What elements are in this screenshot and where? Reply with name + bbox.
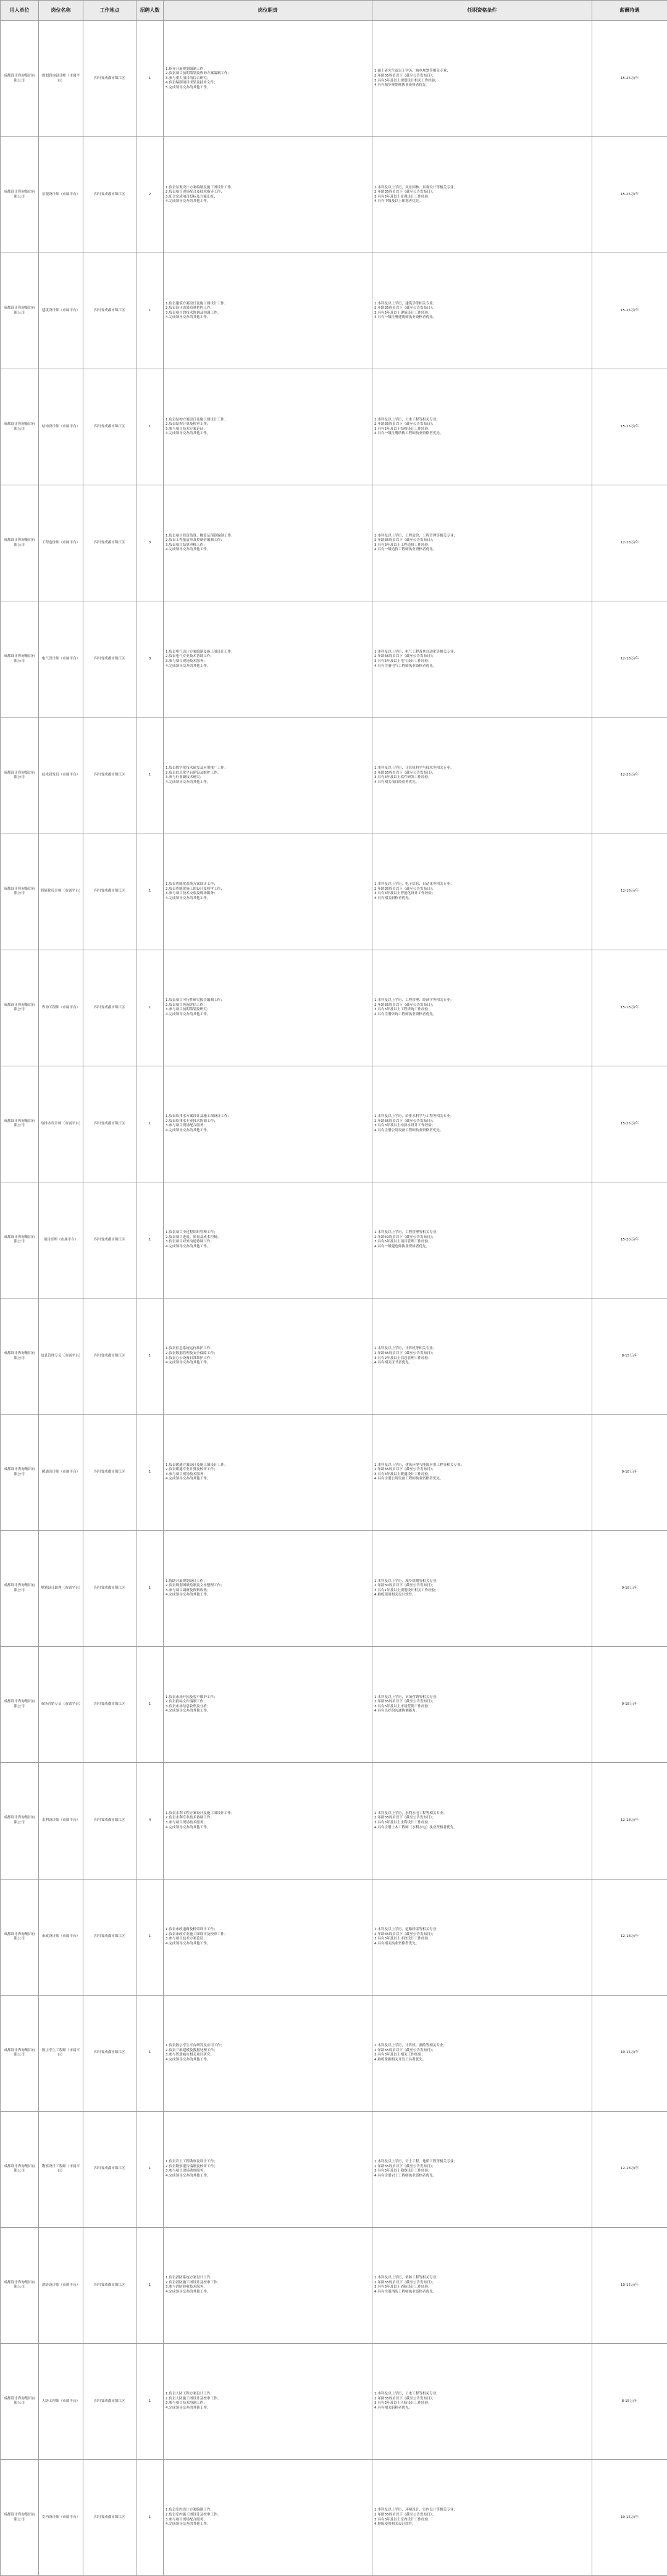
cell-unit: 成都设计咨询集团有限公司 xyxy=(1,2343,39,2459)
cell-place: 四川省成都市锦江区 xyxy=(83,21,136,137)
cell-place: 四川省成都市锦江区 xyxy=(83,369,136,485)
cell-unit: 成都设计咨询集团有限公司 xyxy=(1,601,39,717)
cell-req: 1.本科及以上学历，道路桥梁等相关专业； 2.年龄35周岁以下（截至公告发布日）； 3.具有3年及以上市政设计工作经验； 4.具有相关执业资格者优先。 xyxy=(372,1879,592,1995)
cell-title: 水利设计师（市属平台） xyxy=(39,1763,83,1879)
cell-req: 1.本科及以上学历，土木工程等相关专业； 2.年龄35周岁以下（截至公告发布日）； 3.具有3年及以上人防设计工作经验； 4.具有相关职称者优先。 xyxy=(372,2343,592,2459)
cell-count: 3 xyxy=(136,601,164,717)
cell-pay: 15-25万/年 xyxy=(592,1066,667,1182)
cell-count: 1 xyxy=(136,2343,164,2459)
cell-place: 四川省成都市锦江区 xyxy=(83,1182,136,1298)
cell-duty: 1.负责市场开拓及客户维护工作； 2.负责投标文件编制工作； 3.负责市场信息收集及分析； 4.完成领导交办的其他工作。 xyxy=(164,1647,372,1763)
cell-req: 1.本科及以上学历，建筑环境与能源应用工程等相关专业； 2.年龄35周岁以下（截至公告发布日）； 3.具有3年及以上暖通设计工作经验； 4.具有注册公用设备工程师执业资格者优先。 xyxy=(372,1415,592,1531)
table-row xyxy=(1,1995,667,2111)
cell-req: 1.本科及以上学历，土木工程等相关专业； 2.年龄35周岁以下（截至公告发布日）； 3.具有5年及以上结构设计工作经验； 4.具有一级注册结构工程师执业资格者优先。 xyxy=(372,369,592,485)
header-duty: 岗位职责 xyxy=(164,1,372,21)
cell-pay: 12-18万/年 xyxy=(592,485,667,601)
cell-unit: 成都设计咨询集团有限公司 xyxy=(1,1995,39,2111)
table-row xyxy=(1,1415,667,1531)
cell-unit: 成都设计咨询集团有限公司 xyxy=(1,717,39,834)
cell-pay: 15-18万/年 xyxy=(592,950,667,1066)
cell-duty: 1.负责项目全过程组织管理工作； 2.负责项目进度、质量及成本控制； 3.负责项目对外沟通协调工作； 4.完成领导交办的其他工作。 xyxy=(164,1182,372,1298)
cell-count: 1 xyxy=(136,1066,164,1182)
cell-req: 1.本科及以上学历，计算机科学与技术等相关专业； 2.年龄35周岁以下（截至公告发布日）； 3.具有3年及以上软件研发工作经验； 4.具有相关项目经验者优先。 xyxy=(372,717,592,834)
cell-duty: 1.负责市政道路及桥梁设计工作； 2.负责市政专业施工图设计及校审工作； 3.参与项目技术方案论证； 4.完成领导交办的其他工作。 xyxy=(164,1879,372,1995)
header-place: 工作地点 xyxy=(83,1,136,21)
cell-req: 1.本科及以上学历，计算机、测绘等相关专业； 2.年龄35周岁以下（截至公告发布日）； 3.具有3年及以上相关工作经验； 4.熟练掌握相关开发工具者优先。 xyxy=(372,1995,592,2111)
cell-req: 1.本科及以上学历，给排水科学与工程等相关专业； 2.年龄35周岁以下（截至公告发布日）； 3.具有3年及以上给排水设计工作经验； 4.具有注册公用设备工程师执业资格者优先。 xyxy=(372,1066,592,1182)
cell-duty: 1.负责信息系统运行维护工作； 2.负责数据管理及安全保障工作； 3.负责办公设备日常维护工作； 4.完成领导交办的其他工作。 xyxy=(164,1298,372,1415)
cell-title: 智能化设计师（市属平台） xyxy=(39,834,83,950)
cell-pay: 8-15万/年 xyxy=(592,1298,667,1415)
cell-req: 1.本科及以上学历，电气工程及其自动化等相关专业； 2.年龄35周岁以下（截至公告发布日）； 3.具有3年及以上电气设计工作经验； 4.具有注册电气工程师执业资格者优先。 xyxy=(372,601,592,717)
cell-req: 1.本科及以上学历，工程管理等相关专业； 2.年龄40周岁以下（截至公告发布日）； 3.具有5年及以上项目管理工作经验； 4.具有一级建造师执业资格者优先。 xyxy=(372,1182,592,1298)
cell-req: 1.本科及以上学历，消防工程等相关专业； 2.年龄35周岁以下（截至公告发布日）； 3.具有3年及以上消防设计工作经验； 4.具有注册消防工程师执业资格者优先。 xyxy=(372,2227,592,2343)
cell-place: 四川省成都市锦江区 xyxy=(83,485,136,601)
cell-unit: 成都设计咨询集团有限公司 xyxy=(1,1066,39,1182)
cell-duty: 1.负责暖通方案设计及施工图设计工作； 2.负责暖通专业计算及校审工作； 3.参与项目现场技术服务； 4.完成领导交办的其他工作。 xyxy=(164,1415,372,1531)
cell-place: 四川省成都市锦江区 xyxy=(83,1763,136,1879)
cell-pay: 12-18万/年 xyxy=(592,834,667,950)
cell-place: 四川省成都市锦江区 xyxy=(83,2227,136,2343)
cell-req: 1.本科及以上学历，计算机等相关专业； 2.年龄35周岁以下（截至公告发布日）； 3.具有2年及以上信息管理工作经验； 4.具有相关证书者优先。 xyxy=(372,1298,592,1415)
cell-place: 四川省成都市锦江区 xyxy=(83,717,136,834)
cell-duty: 1.协助开展规划设计工作； 2.负责规划图纸绘制及文本整理工作； 3.参与项目调研及资料收集； 4.完成领导交办的其他工作。 xyxy=(164,1531,372,1647)
table-row xyxy=(1,2111,667,2227)
cell-duty: 1.负责室内设计方案编制工作； 2.负责室内施工图设计及校审工作； 3.参与项目现场配合服务； 4.完成领导交办的其他工作。 xyxy=(164,2459,372,2575)
cell-pay: 8-15万/年 xyxy=(592,2343,667,2459)
table-row xyxy=(1,834,667,950)
cell-title: 技术研发员（市属平台） xyxy=(39,717,83,834)
cell-unit: 成都设计咨询集团有限公司 xyxy=(1,253,39,369)
cell-req: 1.本科及以上学历，环境设计、室内设计等相关专业； 2.年龄35周岁以下（截至公告发布日）； 3.具有3年及以上室内设计工作经验； 4.熟练使用相关设计软件。 xyxy=(372,2459,592,2575)
cell-unit: 成都设计咨询集团有限公司 xyxy=(1,1763,39,1879)
cell-req: 1.本科及以上学历，电子信息、自动化等相关专业； 2.年龄35周岁以下（截至公告发布日）； 3.具有3年及以上智能化设计工作经验； 4.具有相关职称者优先。 xyxy=(372,834,592,950)
cell-unit: 成都设计咨询集团有限公司 xyxy=(1,1879,39,1995)
table-row xyxy=(1,1647,667,1763)
cell-duty: 1.负责水利工程方案设计及施工图设计工作； 2.负责水利专业技术协调工作； 3.参与项目现场技术服务； 4.完成领导交办的其他工作。 xyxy=(164,1763,372,1879)
cell-pay: 12-18万/年 xyxy=(592,601,667,717)
cell-place: 四川省成都市锦江区 xyxy=(83,253,136,369)
cell-count: 4 xyxy=(136,1763,164,1879)
cell-title: 项目经理（市属平台） xyxy=(39,1182,83,1298)
table-row xyxy=(1,2227,667,2343)
cell-duty: 1.负责项目可行性研究报告编制工作； 2.负责项目咨询评估工作； 3.参与项目前期策划及研究； 4.完成领导交办的其他工作。 xyxy=(164,950,372,1066)
cell-unit: 成都设计咨询集团有限公司 xyxy=(1,21,39,137)
cell-pay: 9-18万/年 xyxy=(592,1531,667,1647)
cell-pay: 10-15万/年 xyxy=(592,2459,667,2575)
header-req: 任职资格条件 xyxy=(372,1,592,21)
cell-req: 1.本科及以上学历，工程管理、经济学等相关专业； 2.年龄35周岁以下（截至公告发布日）； 3.具有3年及以上工程咨询工作经验； 4.具有注册咨询工程师执业资格者优先。 xyxy=(372,950,592,1066)
cell-req: 1.本科及以上学历，市场营销等相关专业； 2.年龄35周岁以下（截至公告发布日）； 3.具有3年及以上市场营销工作经验； 4.具有良好的沟通协调能力。 xyxy=(372,1647,592,1763)
table-row xyxy=(1,485,667,601)
cell-count: 1 xyxy=(136,2227,164,2343)
cell-unit: 成都设计咨询集团有限公司 xyxy=(1,137,39,253)
table-row xyxy=(1,601,667,717)
cell-title: 规划设计助理（市属平台） xyxy=(39,1531,83,1647)
cell-pay: 12-18万/年 xyxy=(592,1763,667,1879)
cell-place: 四川省成都市锦江区 xyxy=(83,1415,136,1531)
header-pay: 薪酬待遇 xyxy=(592,1,667,21)
cell-count: 1 xyxy=(136,253,164,369)
cell-count: 1 xyxy=(136,834,164,950)
cell-place: 四川省成都市锦江区 xyxy=(83,2111,136,2227)
cell-pay: 10-15万/年 xyxy=(592,1995,667,2111)
header-title: 岗位名称 xyxy=(39,1,83,21)
cell-pay: 9-18万/年 xyxy=(592,1647,667,1763)
cell-title: 暖通设计师（市属平台） xyxy=(39,1415,83,1531)
cell-duty: 1.负责结构方案设计及施工图设计工作； 2.负责结构计算及校审工作； 3.参与项目技术方案论证； 4.完成领导交办的其他工作。 xyxy=(164,369,372,485)
cell-duty: 1.负责智能化系统方案设计工作； 2.负责智能化施工图设计及校审工作； 3.参与项目技术交底及现场服务； 4.完成领导交办的其他工作。 xyxy=(164,834,372,950)
cell-place: 四川省成都市锦江区 xyxy=(83,2343,136,2459)
cell-place: 四川省成都市锦江区 xyxy=(83,1531,136,1647)
table-row xyxy=(1,2343,667,2459)
cell-title: 景观设计师（市属平台） xyxy=(39,137,83,253)
cell-unit: 成都设计咨询集团有限公司 xyxy=(1,834,39,950)
table-row xyxy=(1,253,667,369)
cell-place: 四川省成都市锦江区 xyxy=(83,834,136,950)
cell-pay: 15-20万/年 xyxy=(592,1182,667,1298)
cell-unit: 成都设计咨询集团有限公司 xyxy=(1,950,39,1066)
cell-pay: 15-25万/年 xyxy=(592,253,667,369)
cell-count: 1 xyxy=(136,21,164,137)
cell-pay: 15-25万/年 xyxy=(592,21,667,137)
cell-title: 电气设计师（市属平台） xyxy=(39,601,83,717)
cell-unit: 成都设计咨询集团有限公司 xyxy=(1,1298,39,1415)
header-unit: 用人单位 xyxy=(1,1,39,21)
cell-pay: 12-18万/年 xyxy=(592,2111,667,2227)
cell-pay: 12-25万/年 xyxy=(592,717,667,834)
cell-place: 四川省成都市锦江区 xyxy=(83,137,136,253)
cell-title: 数字孪生工程师（市属平台） xyxy=(39,1995,83,2111)
cell-req: 1.本科及以上学历，城乡规划等相关专业； 2.年龄30周岁以下（截至公告发布日）； 3.具有1年及以上规划设计相关工作经验； 4.熟练使用相关设计软件。 xyxy=(372,1531,592,1647)
cell-place: 四川省成都市锦江区 xyxy=(83,601,136,717)
cell-duty: 1.负责项目投资估算、概算及预算编制工作； 2.负责工程量清单及控制价编制工作； 3.负责项目结算审核工作； 4.完成领导交办的其他工作。 xyxy=(164,485,372,601)
cell-count: 1 xyxy=(136,1647,164,1763)
cell-req: 1.本科及以上学历，岩土工程、地质工程等相关专业； 2.年龄35周岁以下（截至公告发布日）； 3.具有3年及以上勘察设计工作经验； 4.具有注册岩土工程师执业资格者优先。 xyxy=(372,2111,592,2227)
cell-duty: 1.负责景观设计方案编制及施工图设计工作； 2.负责项目现场配合及技术指导工作； 3.配合完成项目投标及方案汇报； 4.完成领导交办的其他工作。 xyxy=(164,137,372,253)
cell-title: 人防工程师（市属平台） xyxy=(39,2343,83,2459)
cell-place: 四川省成都市锦江区 xyxy=(83,1298,136,1415)
cell-duty: 1.负责给排水方案设计及施工图设计工作； 2.负责给排水专业技术协调工作； 3.参与项目现场配合服务； 4.完成领导交办的其他工作。 xyxy=(164,1066,372,1182)
header-count: 招聘人数 xyxy=(136,1,164,21)
cell-title: 给排水设计师（市属平台） xyxy=(39,1066,83,1182)
cell-count: 1 xyxy=(136,1298,164,1415)
cell-count: 1 xyxy=(136,950,164,1066)
cell-req: 1.本科及以上学历，建筑学等相关专业； 2.年龄35周岁以下（截至公告发布日）； 3.具有5年及以上建筑设计工作经验； 4.具有一级注册建筑师执业资格者优先。 xyxy=(372,253,592,369)
table-row xyxy=(1,1182,667,1298)
cell-req: 1.本科及以上学历，工程造价、工程管理等相关专业； 2.年龄35周岁以下（截至公告发布日）； 3.具有3年及以上工程造价工作经验； 4.具有一级造价工程师执业资格者优先。 xyxy=(372,485,592,601)
cell-count: 1 xyxy=(136,1879,164,1995)
cell-place: 四川省成都市锦江区 xyxy=(83,2459,136,2575)
cell-unit: 成都设计咨询集团有限公司 xyxy=(1,1415,39,1531)
cell-place: 四川省成都市锦江区 xyxy=(83,1647,136,1763)
cell-duty: 1.负责人防工程方案设计工作； 2.负责人防施工图设计及校审工作； 3.参与项目技术协调工作； 4.完成领导交办的其他工作。 xyxy=(164,2343,372,2459)
table-row xyxy=(1,1298,667,1415)
table-row xyxy=(1,21,667,137)
cell-unit: 成都设计咨询集团有限公司 xyxy=(1,369,39,485)
cell-place: 四川省成都市锦江区 xyxy=(83,950,136,1066)
cell-title: 市政设计师（市属平台） xyxy=(39,1879,83,1995)
cell-pay: 15-25万/年 xyxy=(592,137,667,253)
table-header-row xyxy=(1,1,667,21)
table-row xyxy=(1,1763,667,1879)
cell-pay: 9-18万/年 xyxy=(592,1415,667,1531)
cell-title: 建筑设计师（市属平台） xyxy=(39,253,83,369)
cell-pay: 12-18万/年 xyxy=(592,1879,667,1995)
cell-count: 1 xyxy=(136,1415,164,1531)
table-row xyxy=(1,2459,667,2575)
cell-count: 3 xyxy=(136,485,164,601)
cell-title: 咨询工程师（市属平台） xyxy=(39,950,83,1066)
cell-count: 2 xyxy=(136,137,164,253)
cell-duty: 1.负责数字化技术研发及应用推广工作； 2.负责信息化平台建设及维护工作； 3.参与行业新技术研究； 4.完成领导交办的其他工作。 xyxy=(164,717,372,834)
cell-title: 市场营销专员（市属平台） xyxy=(39,1647,83,1763)
cell-duty: 1.负责建筑方案设计及施工图设计工作； 2.负责设计成果质量把控工作； 3.负责项目的技术协调及沟通工作； 4.完成领导交办的其他工作。 xyxy=(164,253,372,369)
cell-count: 1 xyxy=(136,1995,164,2111)
cell-duty: 1.负责消防系统方案设计工作； 2.负责消防施工图设计及校审工作； 3.参与消防验收技术服务； 4.完成领导交办的其他工作。 xyxy=(164,2227,372,2343)
table-row xyxy=(1,137,667,253)
cell-title: 勘察设计工程师（市属平台） xyxy=(39,2111,83,2227)
cell-unit: 成都设计咨询集团有限公司 xyxy=(1,2227,39,2343)
cell-pay: 15-25万/年 xyxy=(592,369,667,485)
cell-place: 四川省成都市锦江区 xyxy=(83,1995,136,2111)
cell-title: 室内设计师（市属平台） xyxy=(39,2459,83,2575)
cell-duty: 1.负责电气设计方案编制及施工图设计工作； 2.负责电气专业技术协调工作； 3.参与项目现场技术服务； 4.完成领导交办的其他工作。 xyxy=(164,601,372,717)
cell-unit: 成都设计咨询集团有限公司 xyxy=(1,485,39,601)
cell-req: 1.本科及以上学历，水利水电工程等相关专业； 2.年龄35周岁以下（截至公告发布日）； 3.具有3年及以上水利设计工作经验； 4.具有注册土木工程师（水利水电）执业资格者优先。 xyxy=(372,1763,592,1879)
cell-count: 1 xyxy=(136,1531,164,1647)
cell-title: 结构设计师（市属平台） xyxy=(39,369,83,485)
cell-duty: 1.负责岩土工程勘察及设计工作； 2.负责勘察报告编制及校审工作； 3.参与项目现场勘察服务； 4.完成领导交办的其他工作。 xyxy=(164,2111,372,2227)
cell-req: 1.硕士研究生及以上学历，城乡规划等相关专业； 2.年龄35周岁以下（截至公告发布日）； 3.具有5年及以上规划设计相关工作经验； 4.具有城乡规划师执业资格者优先。 xyxy=(372,21,592,137)
cell-count: 1 xyxy=(136,717,164,834)
cell-unit: 成都设计咨询集团有限公司 xyxy=(1,2111,39,2227)
cell-place: 四川省成都市锦江区 xyxy=(83,1879,136,1995)
cell-title: 消防设计师（市属平台） xyxy=(39,2227,83,2343)
cell-title: 规划咨询设计师（市属平台） xyxy=(39,21,83,137)
cell-count: 1 xyxy=(136,2111,164,2227)
cell-place: 四川省成都市锦江区 xyxy=(83,1066,136,1182)
table-row xyxy=(1,1531,667,1647)
cell-pay: 10-15万/年 xyxy=(592,2227,667,2343)
table-row xyxy=(1,717,667,834)
cell-title: 信息管理专员（市属平台） xyxy=(39,1298,83,1415)
cell-unit: 成都设计咨询集团有限公司 xyxy=(1,1531,39,1647)
cell-title: 工程造价师（市属平台） xyxy=(39,485,83,601)
cell-duty: 1.指导开展规划编制工作； 2.负责项目前期策划及咨询方案编制工作； 3.参与重大项目的综合研究； 4.负责编制项目成果及技术文件； 5.完成领导交办的其他工作。 xyxy=(164,21,372,137)
cell-count: 1 xyxy=(136,369,164,485)
cell-count: 1 xyxy=(136,2459,164,2575)
cell-count: 1 xyxy=(136,1182,164,1298)
table-row xyxy=(1,950,667,1066)
cell-unit: 成都设计咨询集团有限公司 xyxy=(1,2459,39,2575)
cell-req: 1.本科及以上学历，风景园林、景观设计等相关专业； 2.年龄35周岁以下（截至公告发布日）； 3.具有5年及以上景观设计工作经验； 4.具有中级及以上职称者优先。 xyxy=(372,137,592,253)
cell-unit: 成都设计咨询集团有限公司 xyxy=(1,1647,39,1763)
table-row xyxy=(1,369,667,485)
table-row xyxy=(1,1879,667,1995)
cell-unit: 成都设计咨询集团有限公司 xyxy=(1,1182,39,1298)
cell-duty: 1.负责数字孪生平台研发及应用工作； 2.负责三维建模及数据处理工作； 3.参与智慧城市相关项目研究； 4.完成领导交办的其他工作。 xyxy=(164,1995,372,2111)
table-row xyxy=(1,1066,667,1182)
